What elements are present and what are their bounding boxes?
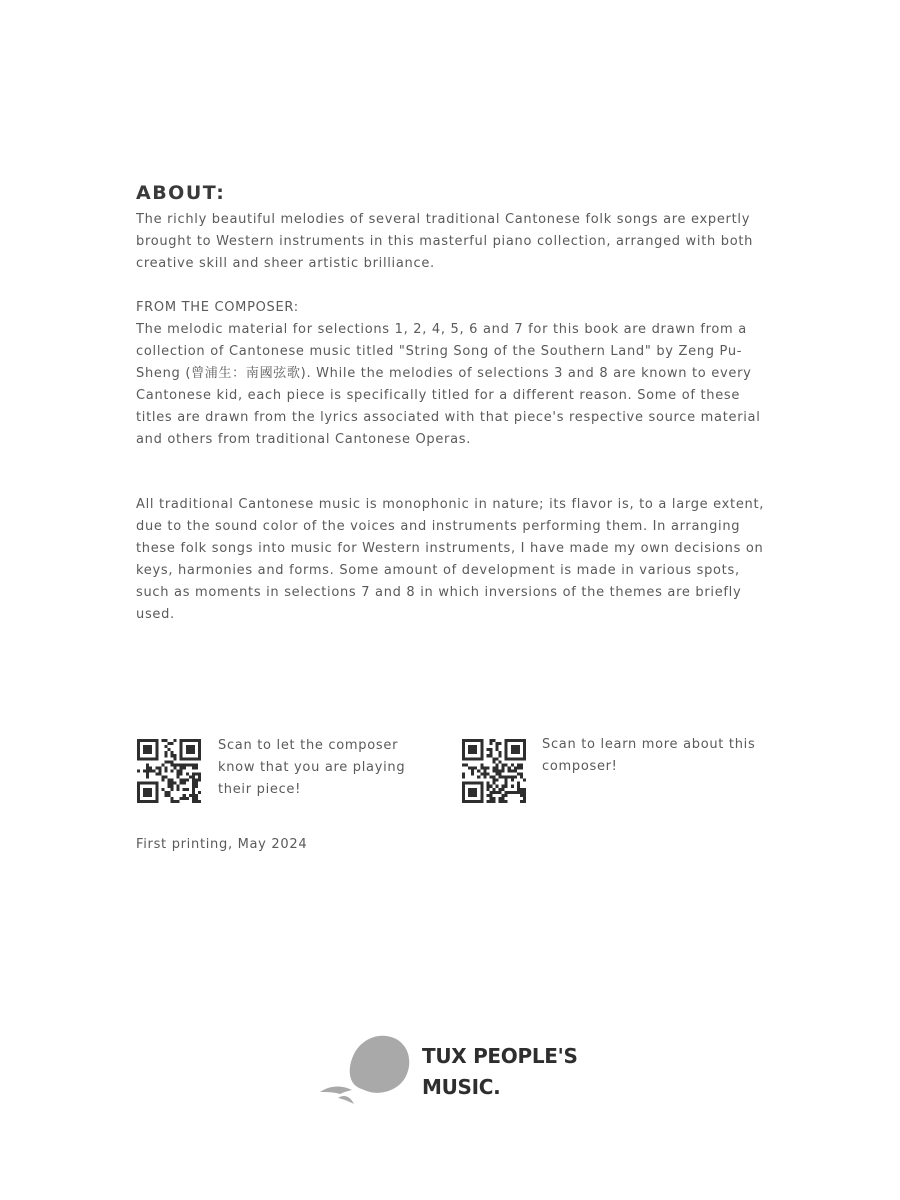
qr-code-icon[interactable] — [462, 739, 526, 803]
qr-caption-learn: Scan to learn more about this composer! — [542, 737, 756, 774]
composer-label: FROM THE COMPOSER: — [136, 300, 299, 315]
qr-caption-play: Scan to let the composer know that you are playing their piece! — [218, 738, 406, 797]
printing-note: First printing, May 2024 — [136, 837, 308, 852]
about-heading: ABOUT: — [136, 182, 226, 204]
about-intro: The richly beautiful melodies of several traditional Cantonese folk songs are expertly brought to Western instruments in this masterful piano collection, arranged with both creative skill and sheer artistic brilliance. — [136, 212, 754, 271]
qr-code-icon[interactable] — [137, 739, 201, 803]
composer-text-2: All traditional Cantonese music is monophonic in nature; its flavor is, to a large extent, due to the sound color of the voices and instruments performing them. In arranging these folk songs into music for Western instruments, I have made my own decisions on keys, harmonies and forms. Some amount of development is made in various spots, such as moments in selections 7 and 8 in which inversions of the themes are briefly used. — [136, 497, 765, 622]
publisher-logo — [422, 1041, 578, 1103]
speech-bubble-icon — [318, 1030, 414, 1108]
publisher-name-line1: TUX PEOPLE'S — [422, 1044, 578, 1068]
composer-text: The melodic material for selections 1, 2, 4, 5, 6 and 7 for this book are drawn from a collection of Cantonese music titled "String Song of the Southern Land" by Zeng Pu-Sheng (曾浦生：南國弦歌). While the melodies of selections 3 and 8 are known to every Cantonese kid, each piece is specifically titled for a different reason. Some of these titles are drawn from the lyrics associated with that piece's respective source material and others from traditional Cantonese Operas. — [136, 322, 761, 447]
publisher-name-line2: MUSIC. — [422, 1075, 501, 1099]
